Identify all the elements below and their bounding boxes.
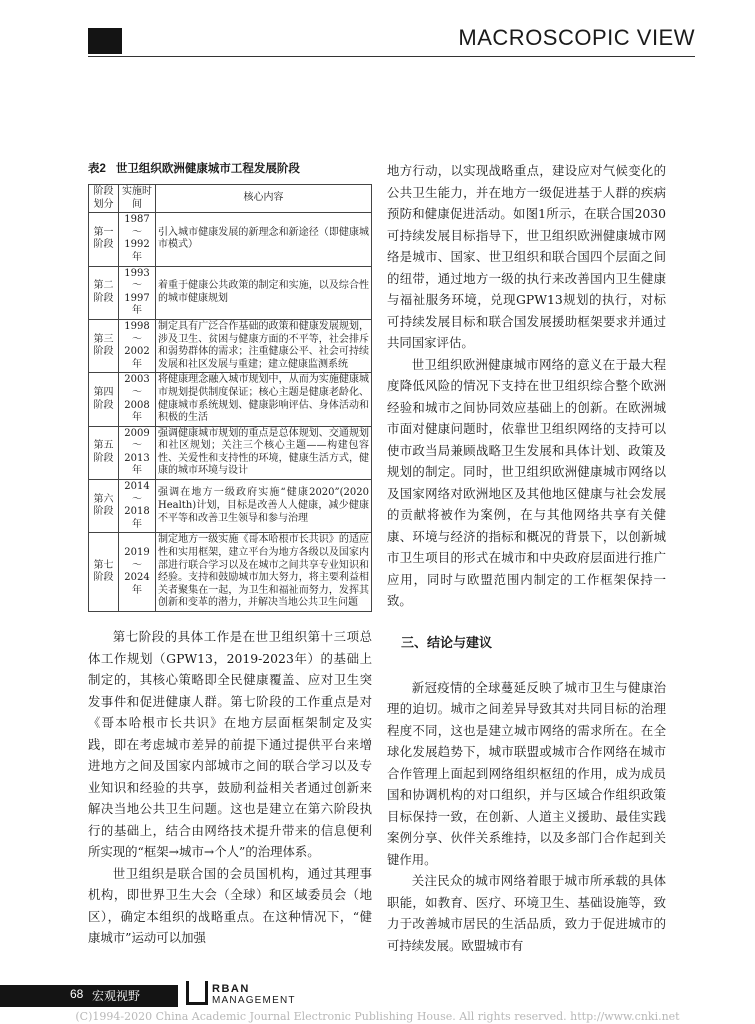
header-content: 核心内容 — [156, 185, 372, 213]
content-cell: 制定地方一级实施《哥本哈根市长共识》的适应性和实用框架，建立平台为地方各级以及国家内部进行联合学习以及在城市之间共享专业知识和经验。支持和鼓励城市加大努力，将主要利益相关者聚集在一起，为卫生和福祉而努力，发挥其创新和变革的潜力，并解决当地公共卫生问题 — [156, 533, 372, 612]
period-cell: 1998～2002年 — [119, 319, 156, 372]
section-title: MACROSCOPIC VIEW — [458, 25, 695, 50]
period-cell: 1993～1997年 — [119, 266, 156, 319]
period-cell: 2019～2024年 — [119, 533, 156, 612]
right-column — [387, 160, 666, 956]
section-heading: 三、结论与建议 — [401, 634, 493, 650]
table-row — [89, 213, 372, 266]
stages-table — [88, 184, 372, 612]
content-cell: 将健康理念融入城市规划中，从而为实施健康城市规划提供制度保证；核心主题是健康老龄化、健康城市系统规划、健康影响评估、身体活动和积极的生活 — [156, 373, 372, 426]
footer-bar — [0, 985, 178, 1007]
table-row — [89, 480, 372, 533]
period-cell: 1987～1992年 — [119, 213, 156, 266]
table-header-row — [89, 185, 372, 213]
table-row — [89, 533, 372, 612]
header-block-mark — [88, 28, 122, 54]
table-row — [89, 266, 372, 319]
period-cell: 2003～2008年 — [119, 373, 156, 426]
table-title: 世卫组织欧洲健康城市工程发展阶段 — [115, 163, 300, 175]
table-row — [89, 426, 372, 479]
body-paragraph: 世卫组织是联合国的会员国机构，通过其理事机构，即世界卫生大会（全球）和区域委员会（地区），确定本组织的战略重点。在这种情况下，“健康城市”运动可以加强 — [88, 865, 372, 945]
stage-cell: 第二阶段 — [89, 266, 119, 319]
content-cell: 制定具有广泛合作基础的政策和健康发展规划，涉及卫生、贫困与健康方面的不平等，社会排斥和弱势群体的需求；注重健康公平、社会可持续发展和社区发展与重建；建立健康监测系统 — [156, 319, 372, 372]
header-period: 实施时间 — [119, 185, 156, 213]
logo-text-top: RBAN — [212, 983, 250, 995]
body-paragraph: 世卫组织欧洲健康城市网络的意义在于最大程度降低风险的情况下支持在世卫组织综合整个欧洲经验和城市之间协同效应基础上的创新。在欧洲城市面对健康问题时，依靠世卫组织网络的支持可以使市政当局兼顾战略卫生发展和具体计划、政策及规划的制定。同时，世卫组织欧洲健康城市网络以及国家网络对欧洲地区及其他地区健康与社会发展的贡献将被作为案例，在与其他网络共享有关健康、环境与经济的指标和概况的背景下，以创新城市卫生项目的形式在城市和中央政府层面进行推广应用，同时与欧盟范围内制定的工作框架保持一致。 — [387, 356, 666, 608]
stage-cell: 第三阶段 — [89, 319, 119, 372]
body-paragraph: 关注民众的城市网络着眼于城市所承载的具体职能，如教育、医疗、环境卫生、基础设施等，致力于改善城市居民的生活品质，致力于促进城市的可持续发展。欧盟城市有 — [387, 873, 666, 953]
body-paragraph: 地方行动，以实现战略重点，建设应对气候变化的公共卫生能力，并在地方一级促进基于人群的疾病预防和健康促进活动。如图1所示，在联合国2030可持续发展目标指导下，世卫组织欧洲健康城市网络是城市、国家、世卫组织和联合国四个层面之间的纽带，通过地方一级的执行来改善国内卫生健康与福祉服务环境，兑现GPW13规划的执行，对标可持续发展目标和联合国发展援助框架要求并通过共同国家评估。 — [387, 163, 666, 350]
stage-cell: 第五阶段 — [89, 426, 119, 479]
table-number: 表2 — [88, 163, 106, 175]
left-column — [88, 160, 372, 949]
magazine-name: 宏观视野 — [92, 989, 141, 1003]
header-stage: 阶段划分 — [89, 185, 119, 213]
logo-text-bottom: MANAGEMENT — [212, 995, 296, 1006]
stage-cell: 第一阶段 — [89, 213, 119, 266]
header-rule — [88, 56, 695, 57]
content-cell: 引入城市健康发展的新理念和新途径（即健康城市模式） — [156, 213, 372, 266]
body-paragraph: 第七阶段的具体工作是在世卫组织第十三项总体工作规划（GPW13，2019-2023年）的基础上制定的，其核心策略即全民健康覆盖、应对卫生突发事件和促进健康人群。第七阶段的工作重点是对《哥本哈根市长共识》在地方层面框架制定及实践，即在考虑城市差异的前提下通过提供平台来增进地方之间及国家内部城市之间的联合学习以及专业知识和经验的共享，鼓励利益相关者通过创新来解决当地公共卫生问题。这也是建立在第六阶段执行的基础上，结合由网络技术提升带来的信息便利所实现的“框架→城市→个人”的治理体系。 — [88, 629, 372, 859]
table-caption — [88, 160, 372, 176]
period-cell: 2009～2013年 — [119, 426, 156, 479]
copyright-notice: (C)1994-2020 China Academic Journal Electronic Publishing House. All rights reserved. http://www.cnki.net — [75, 1010, 680, 1023]
content-cell: 强调健康城市规划的重点是总体规划、交通规划和社区规划；关注三个核心主题——构建包容性、关爱性和支持性的环境，健康生活方式，健康的城市环境与设计 — [156, 426, 372, 479]
content-cell: 强调在地方一级政府实施“健康2020”(2020 Health)计划，目标是改善人人健康，减少健康不平等和改善卫生领导和参与治理 — [156, 480, 372, 533]
page-number: 68 — [70, 987, 84, 1001]
logo-u-mark — [186, 981, 208, 1005]
table-row — [89, 373, 372, 426]
stage-cell: 第四阶段 — [89, 373, 119, 426]
content-cell: 着重于健康公共政策的制定和实施，以及综合性的城市健康规划 — [156, 266, 372, 319]
body-paragraph: 新冠疫情的全球蔓延反映了城市卫生与健康治理的迫切。城市之间差异导致其对共同目标的治理程度不同，这也是建立城市网络的需求所在。在全球化发展趋势下，城市联盟或城市合作网络在城市合作管理上面起到网络组织枢纽的作用，成为成员国和协调机构的对口组织，并与区域合作组织政策目标保持一致，在创新、人道主义援助、最佳实践案例分享、伙伴关系维持，以及多部门合作起到关键作用。 — [387, 679, 666, 867]
period-cell: 2014～2018年 — [119, 480, 156, 533]
table-row — [89, 319, 372, 372]
stage-cell: 第六阶段 — [89, 480, 119, 533]
stage-cell: 第七阶段 — [89, 533, 119, 612]
